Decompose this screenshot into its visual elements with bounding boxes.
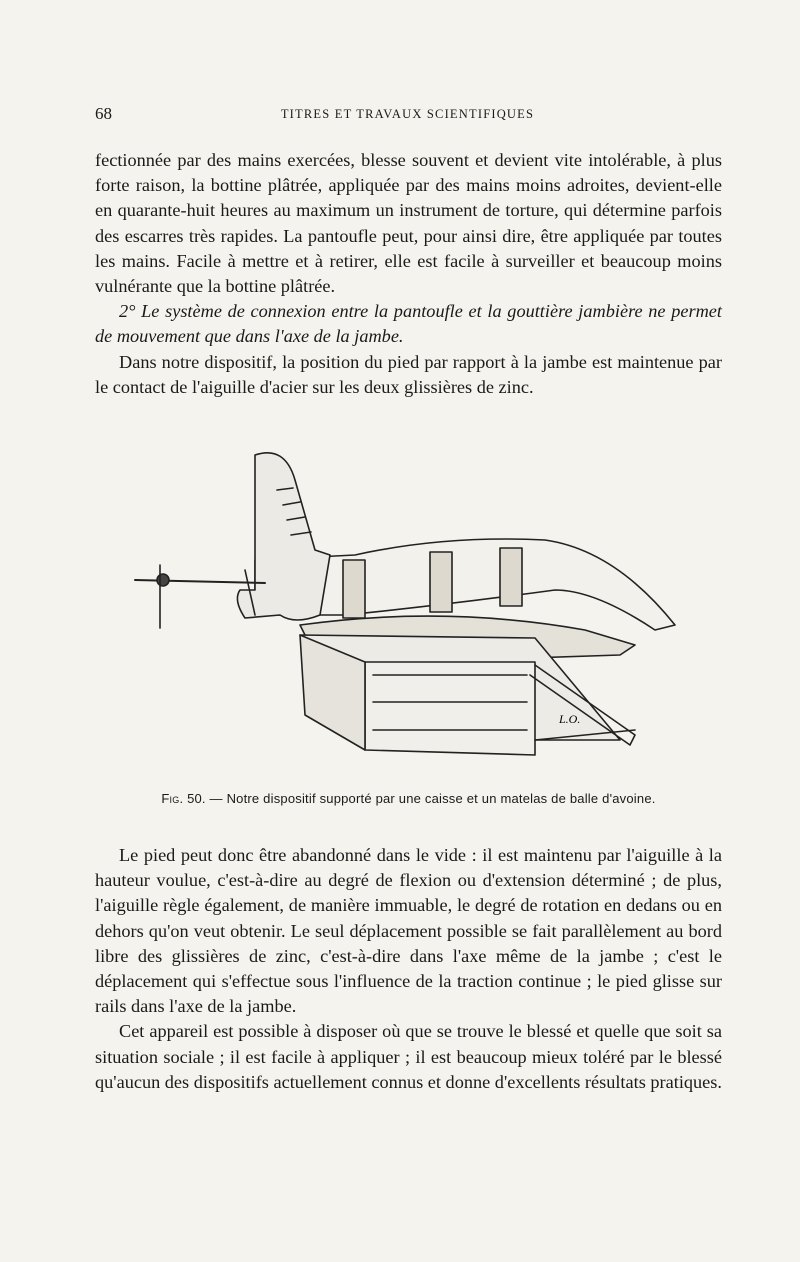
inset-label: L.O.: [559, 712, 581, 726]
paragraph-device: Dans notre dispositif, la position du pied par rapport à la jambe est maintenue par le contact de l'aiguille d'acier sur les deux glissières de zinc.: [95, 351, 722, 397]
paragraph-conclusion: Cet appareil est possible à disposer où que se trouve le blessé et quelle que soit sa situation sociale ; il est facile à appliquer ; il est beaucoup mieux toléré par le blessé qu'aucun des dispositifs actuellement connus et donne d'excellents résultats pratiques.: [95, 1021, 722, 1092]
caption-label: Fig. 50.: [161, 791, 206, 806]
running-title: TITRES ET TRAVAUX SCIENTIFIQUES: [280, 107, 535, 121]
splint-band-1: [343, 560, 365, 618]
text-block-top: [95, 148, 722, 400]
box-front: [365, 662, 535, 755]
caption-text: — Notre dispositif supporté par une caisse et un matelas de balle d'avoine.: [205, 791, 656, 806]
point-2: 2° Le système de connexion entre la pantoufle et la gouttière jambière ne permet de mouvement que dans l'axe de la jambe.: [95, 301, 722, 347]
leg-device-drawing: [115, 440, 695, 775]
needle-knob: [157, 574, 169, 586]
text-block-bottom: [95, 843, 722, 1095]
splint-band-2: [430, 552, 452, 612]
paragraph-continued: fectionnée par des mains exercées, blesse souvent et devient vite intolérable, à plus forte raison, la bottine plâtrée, appliquée par des mains moins adroites, devient-elle en quarante-huit heures au maximum un instrument de torture, qui détermine parfois des escarres très rapides. La pantoufle peut, pour ainsi dire, être appliquée par toutes les mains. Facile à mettre et à retirer, elle est facile à surveiller et beaucoup moins vulnérante que la bottine plâtrée.: [95, 150, 722, 297]
figure-caption: [95, 791, 722, 806]
steel-needle: [135, 580, 265, 583]
page-number: 68: [95, 104, 112, 123]
paragraph-foot-in-void: Le pied peut donc être abandonné dans le vide : il est maintenu par l'aiguille à la hauteur voulue, c'est-à-dire au degré de flexion ou d'extension déterminé ; de plus, l'aiguille règle également, de manière immuable, le degré de rotation en dedans ou en dehors qu'on veut obtenir. Le seul déplacement possible se fait parallèlement au bord libre des glissières de zinc, c'est-à-dire dans l'axe même de la jambe ; c'est le déplacement qui s'effectue sous l'influence de la traction continue ; le pied glisse sur rails dans l'axe de la jambe.: [95, 845, 722, 1017]
figure-50-illustration: [115, 440, 695, 775]
splint-band-3: [500, 548, 522, 606]
